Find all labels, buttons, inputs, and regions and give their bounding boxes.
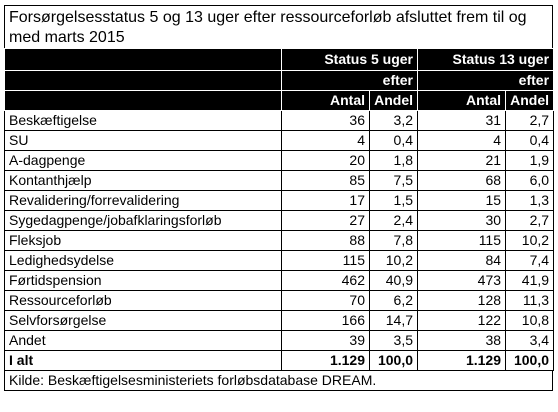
- andel-13-cell: 6,0: [506, 171, 554, 191]
- group-header-5-weeks-line2: efter: [282, 71, 418, 91]
- andel-5-cell: 40,9: [370, 271, 418, 291]
- antal-5-cell: 462: [282, 271, 370, 291]
- antal-5-cell: 4: [282, 131, 370, 151]
- andel-13-cell: 10,8: [506, 311, 554, 331]
- data-table: [4, 48, 554, 371]
- antal-5-cell: 115: [282, 251, 370, 271]
- andel-5-cell: 0,4: [370, 131, 418, 151]
- row-label: Ressourceforløb: [5, 291, 282, 311]
- antal-5-cell: 17: [282, 191, 370, 211]
- header-blank-cell: [5, 91, 282, 111]
- table-row: [5, 251, 554, 271]
- andel-13-cell: 0,4: [506, 131, 554, 151]
- row-label: Selvforsørgelse: [5, 311, 282, 331]
- total-andel-5: 100,0: [370, 351, 418, 371]
- antal-5-cell: 70: [282, 291, 370, 311]
- andel-13-cell: 10,2: [506, 231, 554, 251]
- andel-5-cell: 6,2: [370, 291, 418, 311]
- total-andel-13: 100,0: [506, 351, 554, 371]
- header-row-columns: [5, 91, 554, 111]
- andel-5-cell: 3,2: [370, 111, 418, 131]
- antal-5-cell: 36: [282, 111, 370, 131]
- header-blank-cell: [5, 49, 282, 71]
- antal-13-cell: 30: [418, 211, 506, 231]
- table-row: [5, 191, 554, 211]
- table-row: [5, 131, 554, 151]
- andel-5-cell: 3,5: [370, 331, 418, 351]
- antal-5-cell: 166: [282, 311, 370, 331]
- row-label: Andet: [5, 331, 282, 351]
- col-header-antal-5: Antal: [282, 91, 370, 111]
- col-header-antal-13: Antal: [418, 91, 506, 111]
- header-row-group-top: [5, 49, 554, 71]
- andel-13-cell: 7,4: [506, 251, 554, 271]
- andel-5-cell: 7,5: [370, 171, 418, 191]
- andel-13-cell: 2,7: [506, 111, 554, 131]
- antal-5-cell: 88: [282, 231, 370, 251]
- header-blank-cell: [5, 71, 282, 91]
- group-header-13-weeks-line2: efter: [418, 71, 554, 91]
- col-header-andel-13: Andel: [506, 91, 554, 111]
- table-row: [5, 151, 554, 171]
- source-note: Kilde: Beskæftigelsesministeriets forløbsdatabase DREAM.: [4, 371, 553, 391]
- table-row: [5, 311, 554, 331]
- antal-5-cell: 85: [282, 171, 370, 191]
- antal-13-cell: 21: [418, 151, 506, 171]
- row-label: Kontanthjælp: [5, 171, 282, 191]
- antal-13-cell: 68: [418, 171, 506, 191]
- andel-5-cell: 2,4: [370, 211, 418, 231]
- antal-13-cell: 473: [418, 271, 506, 291]
- row-label: SU: [5, 131, 282, 151]
- total-label: I alt: [5, 351, 282, 371]
- group-header-13-weeks: Status 13 uger: [418, 49, 554, 71]
- andel-5-cell: 1,5: [370, 191, 418, 211]
- group-header-5-weeks: Status 5 uger: [282, 49, 418, 71]
- table-row: [5, 231, 554, 251]
- antal-13-cell: 31: [418, 111, 506, 131]
- antal-13-cell: 15: [418, 191, 506, 211]
- table-row: [5, 171, 554, 191]
- antal-13-cell: 4: [418, 131, 506, 151]
- table-row: [5, 291, 554, 311]
- antal-13-cell: 84: [418, 251, 506, 271]
- total-row: [5, 351, 554, 371]
- row-label: Ledighedsydelse: [5, 251, 282, 271]
- row-label: Fleksjob: [5, 231, 282, 251]
- andel-13-cell: 3,4: [506, 331, 554, 351]
- antal-13-cell: 115: [418, 231, 506, 251]
- col-header-andel-5: Andel: [370, 91, 418, 111]
- antal-13-cell: 122: [418, 311, 506, 331]
- andel-5-cell: 10,2: [370, 251, 418, 271]
- total-antal-13: 1.129: [418, 351, 506, 371]
- row-label: Beskæftigelse: [5, 111, 282, 131]
- andel-5-cell: 7,8: [370, 231, 418, 251]
- table-row: [5, 331, 554, 351]
- total-antal-5: 1.129: [282, 351, 370, 371]
- row-label: A-dagpenge: [5, 151, 282, 171]
- antal-5-cell: 20: [282, 151, 370, 171]
- antal-13-cell: 128: [418, 291, 506, 311]
- row-label: Førtidspension: [5, 271, 282, 291]
- andel-5-cell: 14,7: [370, 311, 418, 331]
- andel-13-cell: 41,9: [506, 271, 554, 291]
- table-figure: [4, 5, 553, 391]
- andel-13-cell: 2,7: [506, 211, 554, 231]
- antal-13-cell: 38: [418, 331, 506, 351]
- andel-13-cell: 1,9: [506, 151, 554, 171]
- table-row: [5, 211, 554, 231]
- table-row: [5, 271, 554, 291]
- table-title: Forsørgelsesstatus 5 og 13 uger efter ressourceforløb afsluttet frem til og med marts 2015: [4, 5, 553, 48]
- andel-13-cell: 1,3: [506, 191, 554, 211]
- row-label: Sygedagpenge/jobafklaringsforløb: [5, 211, 282, 231]
- table-row: [5, 111, 554, 131]
- andel-5-cell: 1,8: [370, 151, 418, 171]
- andel-13-cell: 11,3: [506, 291, 554, 311]
- antal-5-cell: 27: [282, 211, 370, 231]
- row-label: Revalidering/forrevalidering: [5, 191, 282, 211]
- antal-5-cell: 39: [282, 331, 370, 351]
- header-row-group-bottom: [5, 71, 554, 91]
